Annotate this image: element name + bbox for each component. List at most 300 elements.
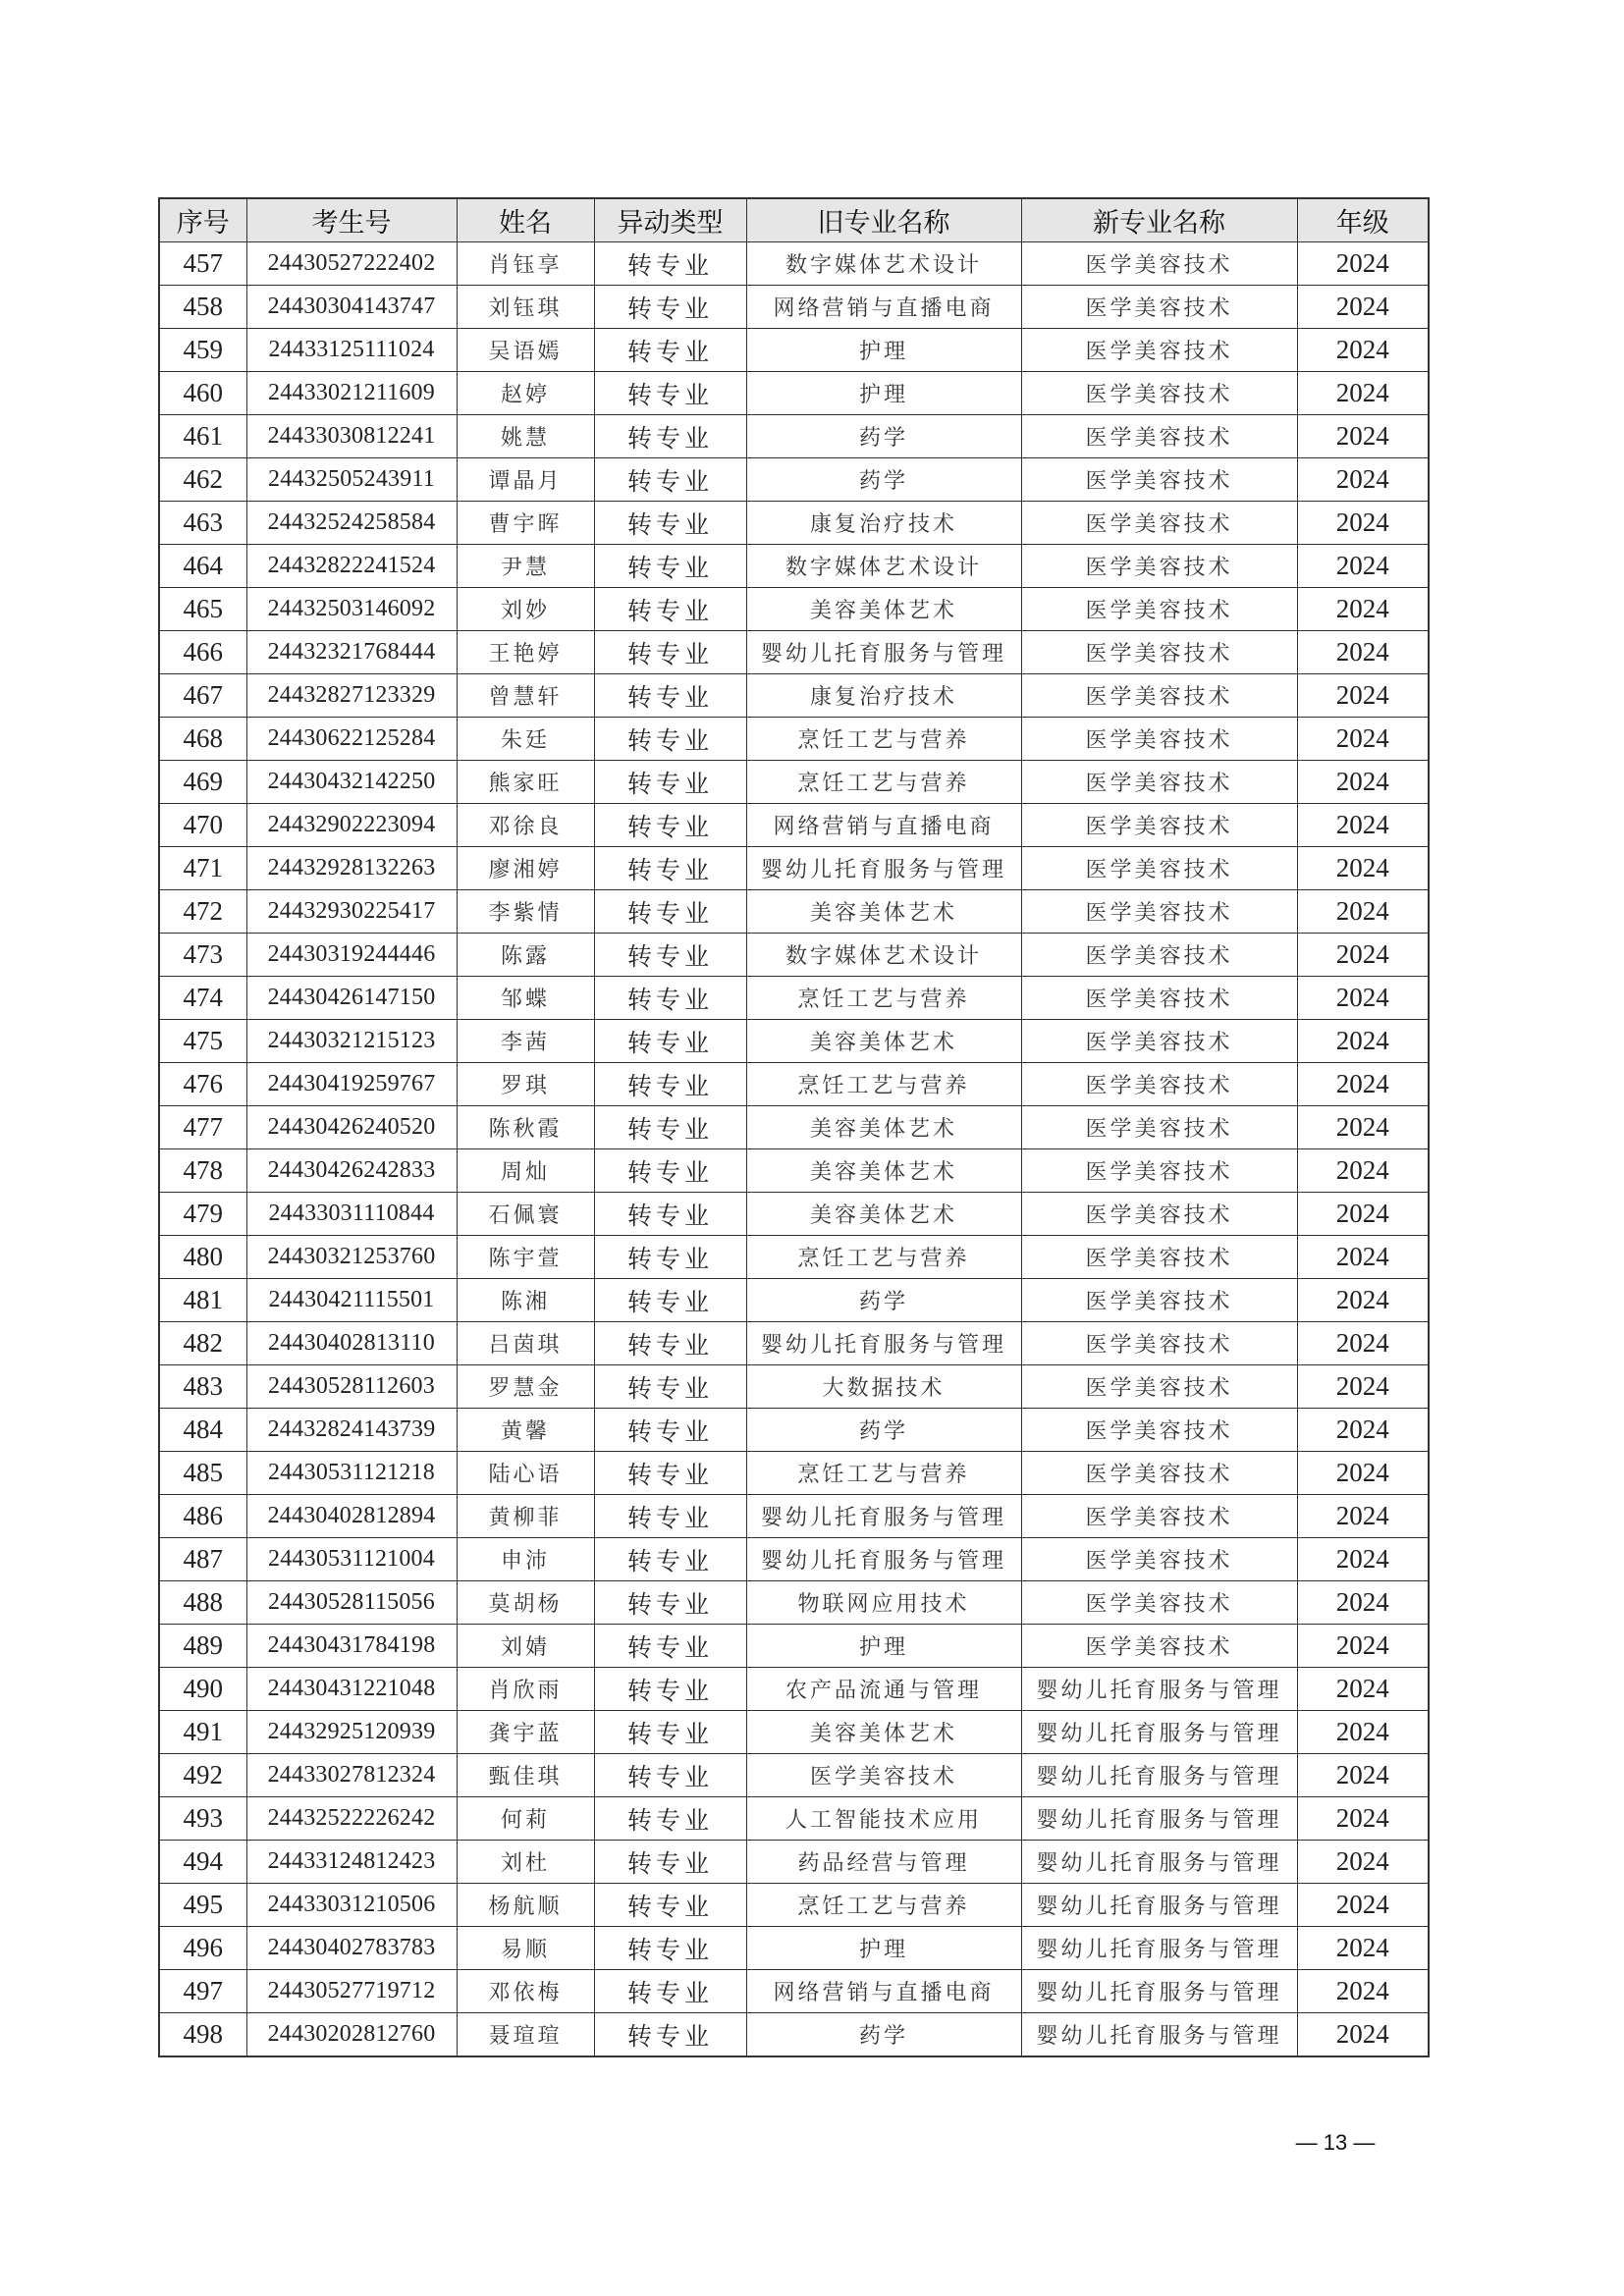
- cell-name: 何莉: [457, 1797, 594, 1841]
- cell-index: 463: [159, 502, 246, 545]
- cell-old-major: 烹饪工艺与营养: [746, 1884, 1021, 1927]
- table-row: [159, 674, 1429, 718]
- cell-new-major: 医学美容技术: [1021, 1538, 1297, 1581]
- cell-new-major: 医学美容技术: [1021, 1322, 1297, 1365]
- cell-change-type: 转专业: [594, 286, 746, 329]
- cell-old-major: 护理: [746, 329, 1021, 372]
- cell-index: 496: [159, 1927, 246, 1970]
- cell-new-major: 医学美容技术: [1021, 458, 1297, 502]
- cell-grade: 2024: [1297, 1495, 1429, 1538]
- cell-new-major: 医学美容技术: [1021, 1409, 1297, 1452]
- cell-change-type: 转专业: [594, 1884, 746, 1927]
- cell-change-type: 转专业: [594, 1841, 746, 1884]
- cell-name: 邹蝶: [457, 977, 594, 1020]
- cell-name: 石佩寰: [457, 1193, 594, 1236]
- cell-grade: 2024: [1297, 631, 1429, 674]
- cell-new-major: 医学美容技术: [1021, 545, 1297, 588]
- cell-change-type: 转专业: [594, 545, 746, 588]
- cell-index: 483: [159, 1365, 246, 1409]
- cell-exam-id: 24430426240520: [246, 1106, 457, 1149]
- cell-grade: 2024: [1297, 1020, 1429, 1063]
- table-row: [159, 1279, 1429, 1322]
- cell-index: 494: [159, 1841, 246, 1884]
- cell-index: 493: [159, 1797, 246, 1841]
- cell-grade: 2024: [1297, 1754, 1429, 1797]
- cell-new-major: 婴幼儿托育服务与管理: [1021, 1797, 1297, 1841]
- cell-index: 457: [159, 242, 246, 286]
- cell-grade: 2024: [1297, 1236, 1429, 1279]
- cell-old-major: 药学: [746, 458, 1021, 502]
- cell-new-major: 医学美容技术: [1021, 372, 1297, 415]
- cell-change-type: 转专业: [594, 1970, 746, 2013]
- cell-old-major: 网络营销与直播电商: [746, 286, 1021, 329]
- cell-new-major: 医学美容技术: [1021, 977, 1297, 1020]
- cell-grade: 2024: [1297, 502, 1429, 545]
- cell-grade: 2024: [1297, 934, 1429, 977]
- cell-grade: 2024: [1297, 545, 1429, 588]
- cell-name: 刘杜: [457, 1841, 594, 1884]
- cell-exam-id: 24432902223094: [246, 804, 457, 847]
- cell-exam-id: 24432925120939: [246, 1711, 457, 1754]
- cell-change-type: 转专业: [594, 415, 746, 458]
- cell-exam-id: 24430402813110: [246, 1322, 457, 1365]
- cell-old-major: 美容美体艺术: [746, 1106, 1021, 1149]
- cell-change-type: 转专业: [594, 1020, 746, 1063]
- table-row: [159, 1538, 1429, 1581]
- cell-new-major: 医学美容技术: [1021, 718, 1297, 761]
- cell-old-major: 药学: [746, 2013, 1021, 2057]
- header-grade: 年级: [1297, 198, 1429, 242]
- table-row: [159, 1063, 1429, 1106]
- table-row: [159, 1797, 1429, 1841]
- cell-new-major: 婴幼儿托育服务与管理: [1021, 1884, 1297, 1927]
- cell-index: 462: [159, 458, 246, 502]
- cell-old-major: 烹饪工艺与营养: [746, 977, 1021, 1020]
- cell-old-major: 康复治疗技术: [746, 502, 1021, 545]
- table-row: [159, 329, 1429, 372]
- cell-index: 482: [159, 1322, 246, 1365]
- cell-exam-id: 24432824143739: [246, 1409, 457, 1452]
- cell-index: 465: [159, 588, 246, 631]
- cell-new-major: 医学美容技术: [1021, 1020, 1297, 1063]
- cell-name: 吕茵琪: [457, 1322, 594, 1365]
- cell-exam-id: 24430431784198: [246, 1625, 457, 1668]
- cell-exam-id: 24433124812423: [246, 1841, 457, 1884]
- cell-name: 邓依梅: [457, 1970, 594, 2013]
- table-row: [159, 588, 1429, 631]
- cell-change-type: 转专业: [594, 1193, 746, 1236]
- cell-old-major: 婴幼儿托育服务与管理: [746, 631, 1021, 674]
- cell-grade: 2024: [1297, 1581, 1429, 1625]
- cell-new-major: 医学美容技术: [1021, 286, 1297, 329]
- table-row: [159, 977, 1429, 1020]
- cell-grade: 2024: [1297, 458, 1429, 502]
- cell-new-major: 婴幼儿托育服务与管理: [1021, 1927, 1297, 1970]
- cell-old-major: 烹饪工艺与营养: [746, 1236, 1021, 1279]
- cell-new-major: 医学美容技术: [1021, 1495, 1297, 1538]
- cell-exam-id: 24430402812894: [246, 1495, 457, 1538]
- cell-index: 476: [159, 1063, 246, 1106]
- cell-change-type: 转专业: [594, 1711, 746, 1754]
- cell-change-type: 转专业: [594, 1668, 746, 1711]
- table-row: [159, 1322, 1429, 1365]
- page-number: — 13 —: [1295, 2130, 1376, 2155]
- cell-exam-id: 24430421115501: [246, 1279, 457, 1322]
- cell-old-major: 网络营销与直播电商: [746, 1970, 1021, 2013]
- cell-index: 484: [159, 1409, 246, 1452]
- cell-change-type: 转专业: [594, 1927, 746, 1970]
- cell-exam-id: 24432928132263: [246, 847, 457, 890]
- cell-old-major: 美容美体艺术: [746, 1711, 1021, 1754]
- table-row: [159, 2013, 1429, 2057]
- cell-name: 李紫情: [457, 890, 594, 934]
- cell-change-type: 转专业: [594, 934, 746, 977]
- cell-grade: 2024: [1297, 1409, 1429, 1452]
- table-row: [159, 502, 1429, 545]
- cell-grade: 2024: [1297, 804, 1429, 847]
- cell-name: 陈宇萱: [457, 1236, 594, 1279]
- cell-name: 李茜: [457, 1020, 594, 1063]
- cell-old-major: 药学: [746, 1279, 1021, 1322]
- cell-old-major: 美容美体艺术: [746, 890, 1021, 934]
- cell-name: 陈露: [457, 934, 594, 977]
- cell-old-major: 药品经营与管理: [746, 1841, 1021, 1884]
- cell-new-major: 医学美容技术: [1021, 804, 1297, 847]
- cell-grade: 2024: [1297, 1149, 1429, 1193]
- cell-change-type: 转专业: [594, 1797, 746, 1841]
- cell-index: 485: [159, 1452, 246, 1495]
- cell-grade: 2024: [1297, 1106, 1429, 1149]
- cell-change-type: 转专业: [594, 1149, 746, 1193]
- cell-name: 肖钰享: [457, 242, 594, 286]
- cell-grade: 2024: [1297, 415, 1429, 458]
- cell-change-type: 转专业: [594, 588, 746, 631]
- cell-exam-id: 24430431221048: [246, 1668, 457, 1711]
- cell-exam-id: 24430527222402: [246, 242, 457, 286]
- cell-exam-id: 24430426242833: [246, 1149, 457, 1193]
- table-header: [159, 198, 1429, 242]
- cell-change-type: 转专业: [594, 1581, 746, 1625]
- cell-new-major: 医学美容技术: [1021, 1063, 1297, 1106]
- header-old-major: 旧专业名称: [746, 198, 1021, 242]
- cell-grade: 2024: [1297, 1322, 1429, 1365]
- cell-new-major: 医学美容技术: [1021, 415, 1297, 458]
- cell-grade: 2024: [1297, 1797, 1429, 1841]
- cell-exam-id: 24430622125284: [246, 718, 457, 761]
- cell-change-type: 转专业: [594, 1625, 746, 1668]
- cell-old-major: 美容美体艺术: [746, 588, 1021, 631]
- cell-index: 468: [159, 718, 246, 761]
- cell-change-type: 转专业: [594, 1063, 746, 1106]
- cell-old-major: 婴幼儿托育服务与管理: [746, 1322, 1021, 1365]
- cell-index: 481: [159, 1279, 246, 1322]
- cell-name: 陈秋霞: [457, 1106, 594, 1149]
- header-exam-id: 考生号: [246, 198, 457, 242]
- cell-grade: 2024: [1297, 1841, 1429, 1884]
- cell-grade: 2024: [1297, 674, 1429, 718]
- table-row: [159, 415, 1429, 458]
- cell-new-major: 医学美容技术: [1021, 1279, 1297, 1322]
- cell-index: 488: [159, 1581, 246, 1625]
- cell-change-type: 转专业: [594, 1754, 746, 1797]
- cell-index: 491: [159, 1711, 246, 1754]
- table-row: [159, 1841, 1429, 1884]
- table-row: [159, 1754, 1429, 1797]
- cell-index: 474: [159, 977, 246, 1020]
- cell-name: 甄佳琪: [457, 1754, 594, 1797]
- cell-grade: 2024: [1297, 761, 1429, 804]
- cell-change-type: 转专业: [594, 977, 746, 1020]
- cell-name: 刘婧: [457, 1625, 594, 1668]
- table-row: [159, 804, 1429, 847]
- cell-new-major: 医学美容技术: [1021, 631, 1297, 674]
- cell-change-type: 转专业: [594, 674, 746, 718]
- cell-change-type: 转专业: [594, 1452, 746, 1495]
- cell-grade: 2024: [1297, 242, 1429, 286]
- table-row: [159, 890, 1429, 934]
- table-row: [159, 1365, 1429, 1409]
- cell-name: 朱廷: [457, 718, 594, 761]
- table-row: [159, 1970, 1429, 2013]
- cell-name: 刘钰琪: [457, 286, 594, 329]
- cell-old-major: 数字媒体艺术设计: [746, 242, 1021, 286]
- cell-exam-id: 24432827123329: [246, 674, 457, 718]
- cell-index: 458: [159, 286, 246, 329]
- cell-change-type: 转专业: [594, 242, 746, 286]
- cell-name: 黄馨: [457, 1409, 594, 1452]
- cell-old-major: 烹饪工艺与营养: [746, 1063, 1021, 1106]
- header-row: [159, 198, 1429, 242]
- cell-exam-id: 24430202812760: [246, 2013, 457, 2057]
- cell-name: 赵婷: [457, 372, 594, 415]
- cell-index: 470: [159, 804, 246, 847]
- cell-grade: 2024: [1297, 1063, 1429, 1106]
- cell-name: 莫胡杨: [457, 1581, 594, 1625]
- cell-change-type: 转专业: [594, 458, 746, 502]
- cell-exam-id: 24432321768444: [246, 631, 457, 674]
- cell-old-major: 美容美体艺术: [746, 1149, 1021, 1193]
- cell-index: 477: [159, 1106, 246, 1149]
- cell-grade: 2024: [1297, 1538, 1429, 1581]
- cell-exam-id: 24430321215123: [246, 1020, 457, 1063]
- cell-name: 廖湘婷: [457, 847, 594, 890]
- table-row: [159, 934, 1429, 977]
- table-row: [159, 242, 1429, 286]
- cell-name: 吴语嫣: [457, 329, 594, 372]
- cell-exam-id: 24433021211609: [246, 372, 457, 415]
- cell-name: 尹慧: [457, 545, 594, 588]
- cell-index: 480: [159, 1236, 246, 1279]
- cell-old-major: 婴幼儿托育服务与管理: [746, 1495, 1021, 1538]
- cell-new-major: 医学美容技术: [1021, 1581, 1297, 1625]
- cell-old-major: 大数据技术: [746, 1365, 1021, 1409]
- cell-name: 罗慧金: [457, 1365, 594, 1409]
- cell-exam-id: 24430419259767: [246, 1063, 457, 1106]
- cell-name: 陆心语: [457, 1452, 594, 1495]
- cell-change-type: 转专业: [594, 1279, 746, 1322]
- table-row: [159, 458, 1429, 502]
- cell-exam-id: 24432524258584: [246, 502, 457, 545]
- cell-old-major: 人工智能技术应用: [746, 1797, 1021, 1841]
- cell-name: 周灿: [457, 1149, 594, 1193]
- table-row: [159, 545, 1429, 588]
- cell-new-major: 医学美容技术: [1021, 934, 1297, 977]
- cell-exam-id: 24430304143747: [246, 286, 457, 329]
- student-transfer-table: [158, 197, 1430, 2057]
- cell-name: 陈湘: [457, 1279, 594, 1322]
- cell-exam-id: 24430528115056: [246, 1581, 457, 1625]
- cell-name: 熊家旺: [457, 761, 594, 804]
- cell-change-type: 转专业: [594, 631, 746, 674]
- table-row: [159, 847, 1429, 890]
- table-row: [159, 286, 1429, 329]
- cell-new-major: 医学美容技术: [1021, 1106, 1297, 1149]
- cell-old-major: 数字媒体艺术设计: [746, 545, 1021, 588]
- cell-old-major: 农产品流通与管理: [746, 1668, 1021, 1711]
- cell-change-type: 转专业: [594, 1322, 746, 1365]
- cell-change-type: 转专业: [594, 1106, 746, 1149]
- table-body: [159, 242, 1429, 2057]
- cell-old-major: 婴幼儿托育服务与管理: [746, 1538, 1021, 1581]
- cell-index: 492: [159, 1754, 246, 1797]
- cell-new-major: 婴幼儿托育服务与管理: [1021, 1711, 1297, 1754]
- cell-change-type: 转专业: [594, 804, 746, 847]
- cell-exam-id: 24430432142250: [246, 761, 457, 804]
- header-new-major: 新专业名称: [1021, 198, 1297, 242]
- cell-new-major: 医学美容技术: [1021, 890, 1297, 934]
- cell-new-major: 婴幼儿托育服务与管理: [1021, 1841, 1297, 1884]
- cell-name: 曹宇晖: [457, 502, 594, 545]
- cell-grade: 2024: [1297, 1884, 1429, 1927]
- table-row: [159, 1149, 1429, 1193]
- cell-name: 申沛: [457, 1538, 594, 1581]
- cell-exam-id: 24430531121004: [246, 1538, 457, 1581]
- cell-old-major: 烹饪工艺与营养: [746, 761, 1021, 804]
- cell-index: 479: [159, 1193, 246, 1236]
- cell-name: 肖欣雨: [457, 1668, 594, 1711]
- table-row: [159, 1020, 1429, 1063]
- cell-new-major: 医学美容技术: [1021, 1193, 1297, 1236]
- cell-old-major: 护理: [746, 1927, 1021, 1970]
- table-row: [159, 1884, 1429, 1927]
- cell-name: 龚宇蓝: [457, 1711, 594, 1754]
- cell-new-major: 婴幼儿托育服务与管理: [1021, 2013, 1297, 2057]
- cell-grade: 2024: [1297, 1711, 1429, 1754]
- header-index: 序号: [159, 198, 246, 242]
- cell-exam-id: 24432522226242: [246, 1797, 457, 1841]
- cell-grade: 2024: [1297, 890, 1429, 934]
- cell-new-major: 医学美容技术: [1021, 1625, 1297, 1668]
- cell-name: 杨航顺: [457, 1884, 594, 1927]
- cell-new-major: 医学美容技术: [1021, 1236, 1297, 1279]
- cell-grade: 2024: [1297, 1970, 1429, 2013]
- cell-old-major: 药学: [746, 1409, 1021, 1452]
- cell-name: 罗琪: [457, 1063, 594, 1106]
- cell-grade: 2024: [1297, 1927, 1429, 1970]
- table-row: [159, 761, 1429, 804]
- cell-old-major: 婴幼儿托育服务与管理: [746, 847, 1021, 890]
- cell-change-type: 转专业: [594, 1409, 746, 1452]
- cell-old-major: 美容美体艺术: [746, 1020, 1021, 1063]
- cell-index: 486: [159, 1495, 246, 1538]
- table-row: [159, 1668, 1429, 1711]
- cell-new-major: 医学美容技术: [1021, 588, 1297, 631]
- cell-grade: 2024: [1297, 286, 1429, 329]
- table-row: [159, 1452, 1429, 1495]
- cell-change-type: 转专业: [594, 1236, 746, 1279]
- cell-grade: 2024: [1297, 1365, 1429, 1409]
- cell-change-type: 转专业: [594, 2013, 746, 2057]
- cell-index: 498: [159, 2013, 246, 2057]
- cell-old-major: 药学: [746, 415, 1021, 458]
- cell-old-major: 护理: [746, 372, 1021, 415]
- cell-name: 谭晶月: [457, 458, 594, 502]
- cell-old-major: 护理: [746, 1625, 1021, 1668]
- cell-old-major: 数字媒体艺术设计: [746, 934, 1021, 977]
- cell-change-type: 转专业: [594, 372, 746, 415]
- cell-change-type: 转专业: [594, 1538, 746, 1581]
- cell-grade: 2024: [1297, 2013, 1429, 2057]
- table-row: [159, 1106, 1429, 1149]
- table-row: [159, 631, 1429, 674]
- cell-exam-id: 24430402783783: [246, 1927, 457, 1970]
- cell-index: 472: [159, 890, 246, 934]
- cell-new-major: 医学美容技术: [1021, 1365, 1297, 1409]
- cell-index: 466: [159, 631, 246, 674]
- cell-index: 459: [159, 329, 246, 372]
- cell-change-type: 转专业: [594, 761, 746, 804]
- cell-grade: 2024: [1297, 1625, 1429, 1668]
- cell-new-major: 医学美容技术: [1021, 242, 1297, 286]
- cell-name: 聂瑄瑄: [457, 2013, 594, 2057]
- cell-grade: 2024: [1297, 977, 1429, 1020]
- cell-change-type: 转专业: [594, 502, 746, 545]
- cell-index: 461: [159, 415, 246, 458]
- cell-new-major: 医学美容技术: [1021, 761, 1297, 804]
- cell-exam-id: 24433030812241: [246, 415, 457, 458]
- cell-exam-id: 24430531121218: [246, 1452, 457, 1495]
- header-name: 姓名: [457, 198, 594, 242]
- cell-grade: 2024: [1297, 1452, 1429, 1495]
- table-row: [159, 1236, 1429, 1279]
- cell-exam-id: 24430528112603: [246, 1365, 457, 1409]
- cell-index: 473: [159, 934, 246, 977]
- cell-change-type: 转专业: [594, 890, 746, 934]
- header-change-type: 异动类型: [594, 198, 746, 242]
- table-row: [159, 718, 1429, 761]
- cell-old-major: 网络营销与直播电商: [746, 804, 1021, 847]
- table-row: [159, 372, 1429, 415]
- cell-index: 464: [159, 545, 246, 588]
- cell-name: 邓徐良: [457, 804, 594, 847]
- cell-exam-id: 24433027812324: [246, 1754, 457, 1797]
- cell-exam-id: 24430527719712: [246, 1970, 457, 2013]
- cell-name: 黄柳菲: [457, 1495, 594, 1538]
- cell-index: 497: [159, 1970, 246, 2013]
- cell-new-major: 医学美容技术: [1021, 502, 1297, 545]
- cell-name: 刘妙: [457, 588, 594, 631]
- cell-index: 487: [159, 1538, 246, 1581]
- cell-grade: 2024: [1297, 588, 1429, 631]
- cell-index: 490: [159, 1668, 246, 1711]
- cell-new-major: 婴幼儿托育服务与管理: [1021, 1970, 1297, 2013]
- cell-exam-id: 24433125111024: [246, 329, 457, 372]
- cell-index: 489: [159, 1625, 246, 1668]
- cell-index: 495: [159, 1884, 246, 1927]
- cell-old-major: 物联网应用技术: [746, 1581, 1021, 1625]
- cell-old-major: 康复治疗技术: [746, 674, 1021, 718]
- cell-exam-id: 24430426147150: [246, 977, 457, 1020]
